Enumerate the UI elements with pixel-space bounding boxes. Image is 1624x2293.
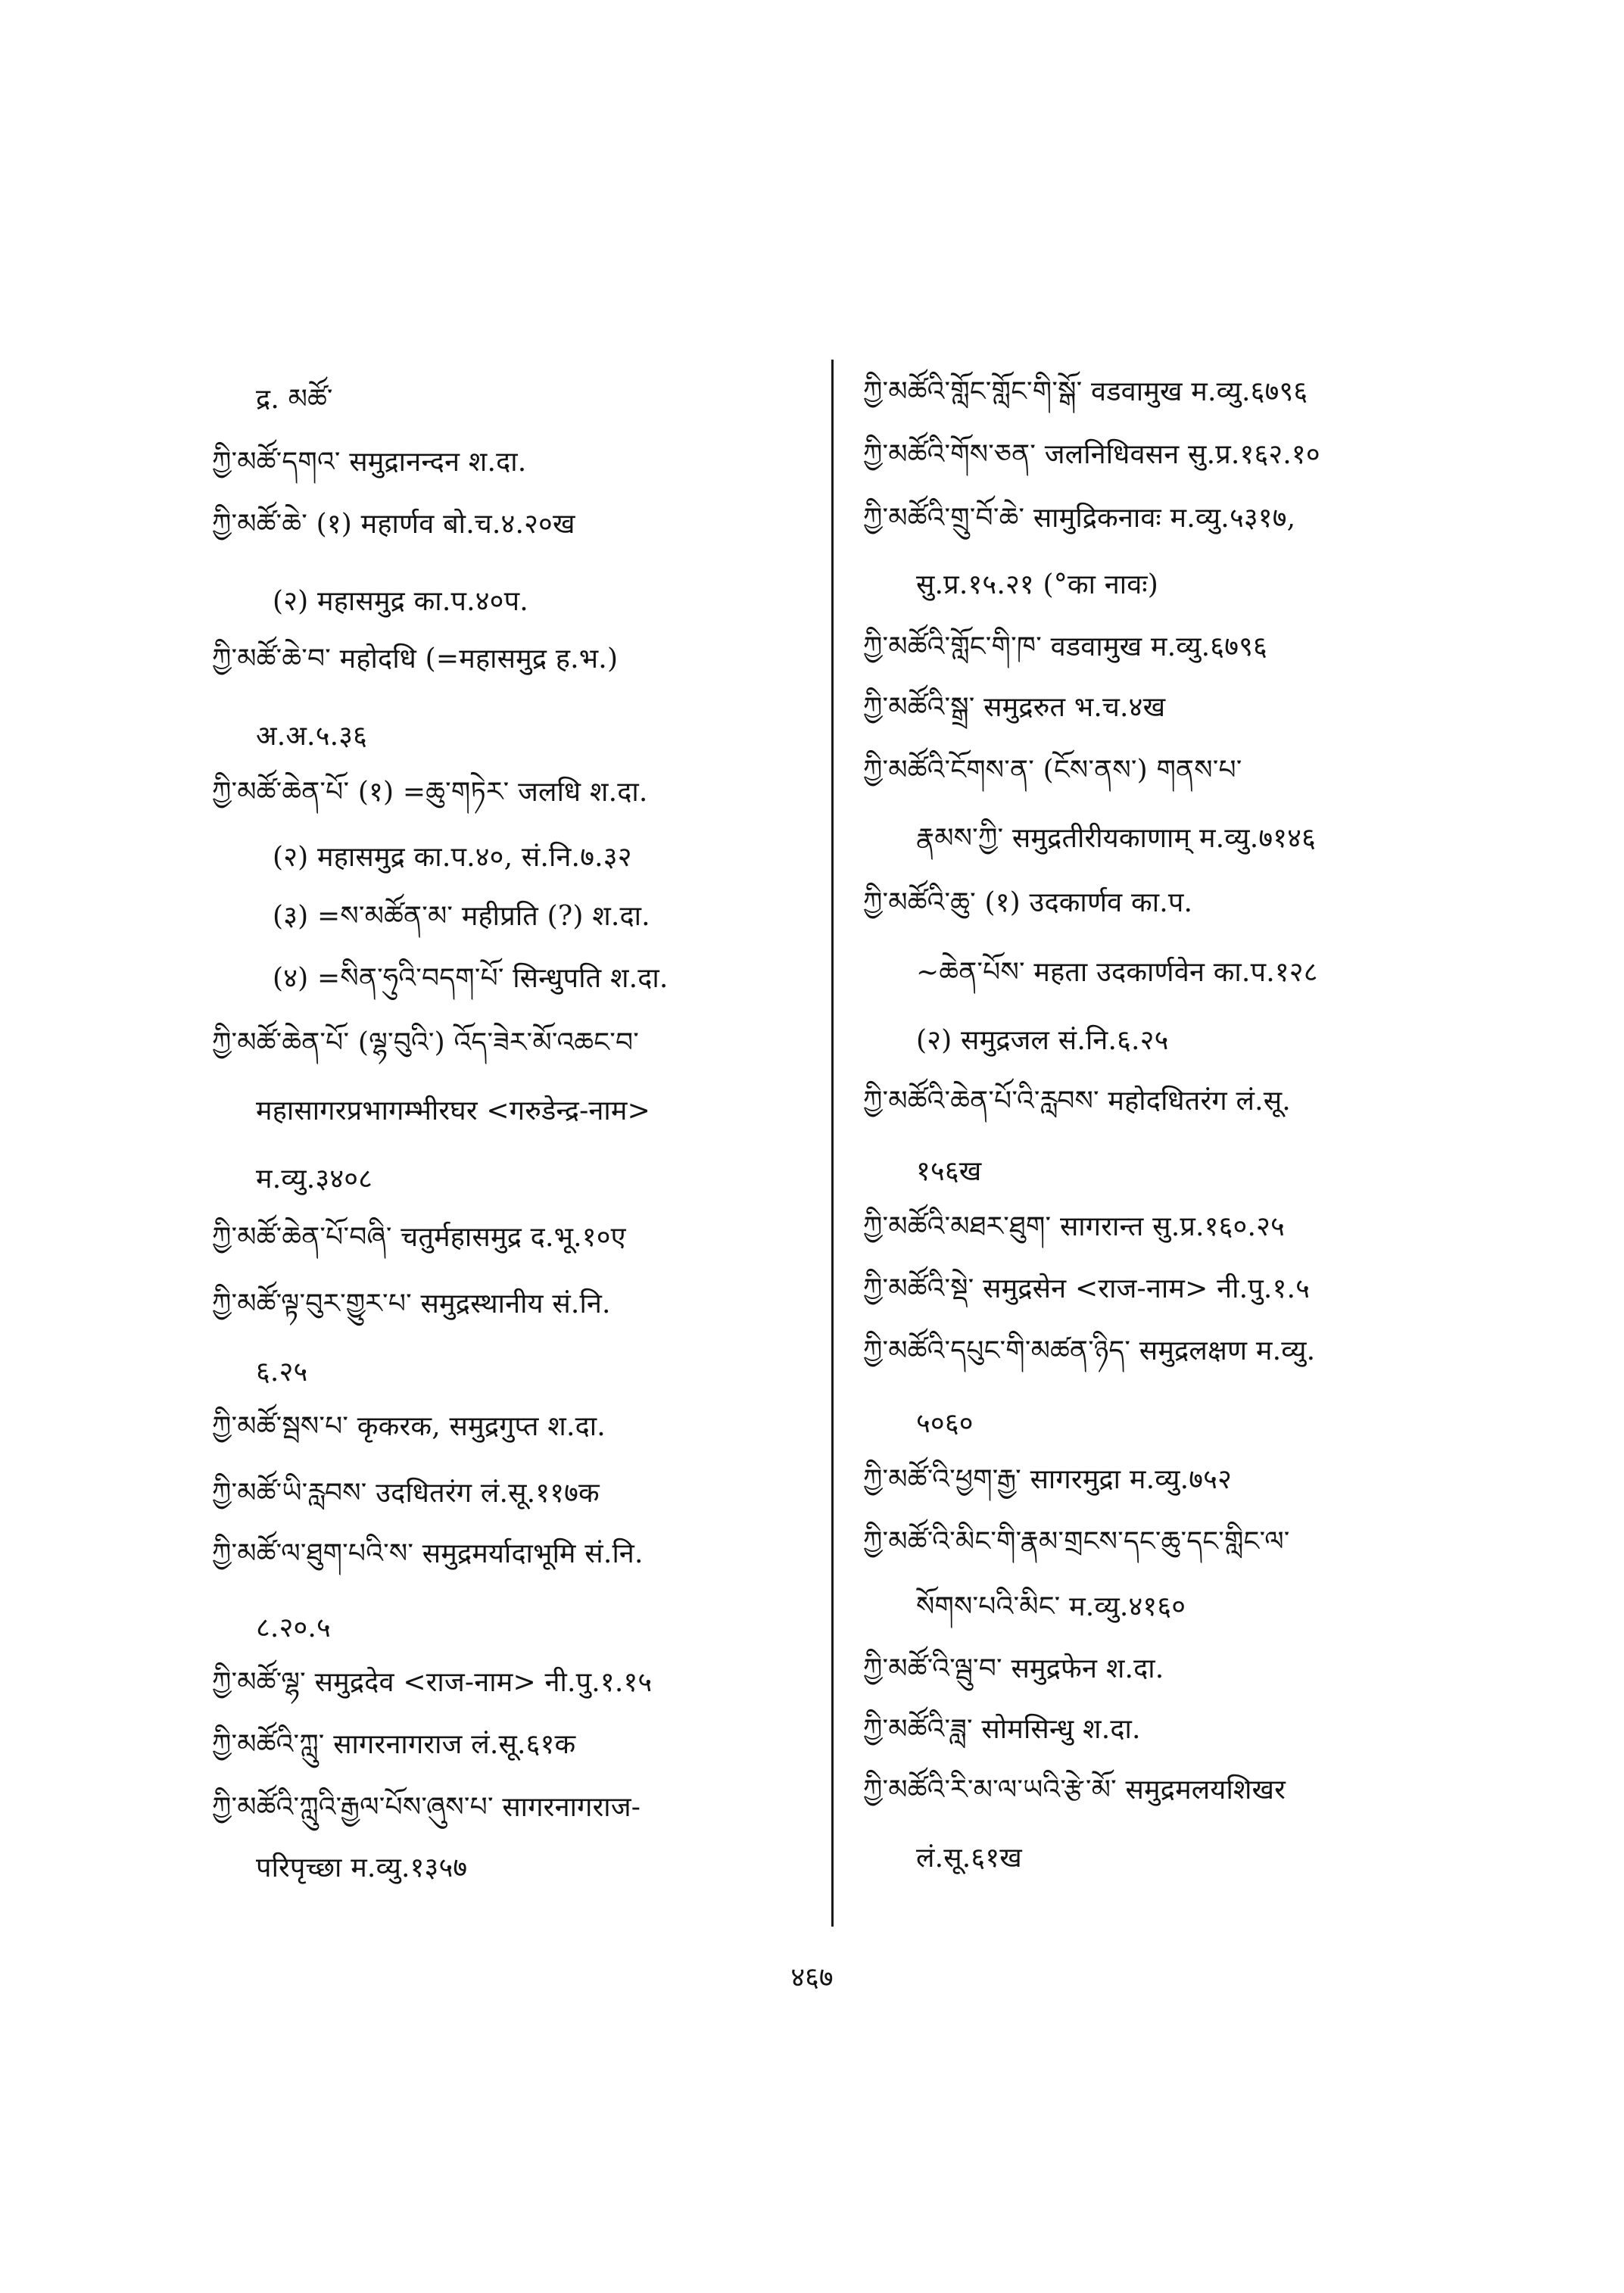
- entry-line: ཀྱི་མཚོའི་ཀླུ་ सागरनागराज लं.सू.६१क: [212, 1729, 576, 1760]
- entry-line: ཀྱི་མཚོའི་གྲུ་བོ་ཆེ་ सामुद्रिकनावः म.व्यु.५३१७,: [863, 503, 1296, 534]
- entry-line: ཀྱི་མཚོའི་ངོགས་ན་ (ངོས་ནས་) གནས་པ་: [863, 755, 1242, 786]
- entry-line: ཀྱི་མཚོ་ལ་ཐུག་པའི་ས་ समुद्रमर्यादाभूमि सं.नि.: [212, 1538, 644, 1569]
- entry-line: ~ཆེན་པོས་ महता उदकार्णवेन का.प.१२८: [916, 957, 1318, 988]
- entry-line: म.व्यु.३४०८: [256, 1164, 373, 1195]
- entry-line: (२) समुद्रजल सं.नि.६.२५: [916, 1025, 1169, 1056]
- entry-line: ཀྱི་མཚོའི་སྒྲ་ समुद्ररुत भ.च.४ख: [863, 692, 1166, 723]
- column-divider: [831, 360, 834, 1927]
- entry-line: सु.प्र.१५.२१ (°का नावः): [916, 569, 1158, 600]
- entry-line: ཀྱི་མཚོ་སྦས་པ་ कृकरक, समुद्रगुप्त श.दा.: [212, 1411, 606, 1442]
- entry-line: ཀྱི་མཚོ་འི་མིང་གི་རྣམ་གྲངས་དང་ཆུ་དང་གླིང་ལ་: [863, 1526, 1290, 1557]
- entry-line: द्र. མཚོ་: [256, 384, 333, 415]
- entry-line: ཀྱི་མཚོ་འི་ཕྱག་རྒྱ་ सागरमुद्रा म.व्यु.७५२: [863, 1464, 1233, 1495]
- entry-line: ཀྱི་མཚོ་དགའ་ समुद्रानन्दन श.दा.: [212, 447, 527, 478]
- entry-line: ६.२५: [256, 1357, 308, 1388]
- entry-line: ཀྱི་མཚོའི་ཆེན་པོ་འི་རླབས་ महोदधितरंग लं.सू.: [863, 1086, 1291, 1117]
- entry-line: (२) महासमुद्र का.प.४०प.: [273, 586, 528, 617]
- entry-line: ཀྱི་མཚོའི་རི་མ་ལ་ཡའི་རྩེ་མོ་ समुद्रमलयशिखर: [863, 1774, 1286, 1805]
- entry-line: ཀྱི་མཚོ་ཆེ་ (१) महार्णव बो.च.४.२०ख: [212, 509, 575, 540]
- entry-line: लं.सू.६१ख: [916, 1843, 1022, 1874]
- entry-line: ཀྱི་མཚོ་ལྟ་བུར་གྱུར་པ་ समुद्रस्थानीय सं.नि.: [212, 1288, 611, 1319]
- entry-line: ५०६०: [916, 1408, 974, 1439]
- entry-line: ཀྱི་མཚོ་ཆེན་པོ་ (ལྷ་བུའི་) འོད་ཟེར་མོ་འཆང་བ་: [212, 1027, 640, 1058]
- entry-line: ཀྱི་མཚོ་འི་ལྦུ་བ་ समुद्रफेन श.दा.: [863, 1653, 1164, 1684]
- entry-line: རྣམས་ཀྱི་ समुद्रतीरीयकाणाम् म.व्यु.७१४६: [916, 823, 1317, 854]
- entry-line: ཀྱི་མཚོའི་གོས་ཅན་ जलनिधिवसन सु.प्र.१६२.१०: [863, 439, 1320, 470]
- entry-line: (३) =ས་མཚོན་མ་ महीप्रति (?) श.दा.: [273, 901, 650, 932]
- entry-line: ཀྱི་མཚོའི་གློང་གློང་གི་སྒོ་ वडवामुख म.व्यु.६७९६: [863, 376, 1308, 407]
- entry-line: ཀྱི་མཚོའི་དཔུང་གི་མཚན་ཉིད་ समुद्रलक्षण म.व्यु.: [863, 1335, 1316, 1366]
- entry-line: महासागरप्रभागम्भीरघर <गरुडेन्द्र-नाम>: [256, 1095, 651, 1126]
- page-number: ४६७: [790, 1962, 834, 1993]
- entry-line: ཀྱི་མཚོ་ཆེན་པོ་ (१) =ཆུ་གཏེར་ जलधि श.दा.: [212, 777, 648, 808]
- entry-line: ཀྱི་མཚོའི་མཐར་ཐུག་ सागरान्त सु.प्र.१६०.२५: [863, 1211, 1285, 1242]
- entry-line: ཀྱི་མཚོའི་གློང་གི་ཁ་ वडवामुख म.व्यु.६७९६: [863, 631, 1267, 662]
- entry-line: १५६ख: [916, 1156, 982, 1187]
- entry-line: ཀྱི་མཚོ་ཡི་རླབས་ उदधितरंग लं.सू.११७क: [212, 1478, 600, 1509]
- entry-line: अ.अ.५.३६: [256, 721, 368, 752]
- entry-line: ཀྱི་མཚོའི་ཀླུའི་རྒྱལ་པོས་ཞུས་པ་ सागरनागराज-: [212, 1792, 641, 1823]
- entry-line: ཀྱི་མཚོའི་སྡེ་ समुद्रसेन <राज-नाम> नी.पु.१.५: [863, 1273, 1311, 1304]
- entry-line: ཀྱི་མཚོ་ཆེན་པོ་བཞི་ चतुर्महासमुद्र द.भू.१०ए: [212, 1222, 626, 1253]
- entry-line: (४) =སིན་ཧུའི་བདག་པོ་ सिन्धुपति श.दा.: [273, 963, 669, 994]
- entry-line: ८.२०.५: [256, 1612, 331, 1643]
- entry-line: སོགས་པའི་མིང་ म.व्यु.४१६०: [916, 1591, 1186, 1622]
- entry-line: ཀྱི་མཚོ་ལྷ་ समुद्रदेव <राज-नाम> नी.पु.१.१५: [212, 1667, 653, 1698]
- entry-line: ཀྱི་མཚོའི་ཆུ་ (१) उदकार्णव का.प.: [863, 887, 1193, 918]
- entry-line: (२) महासमुद्र का.प.४०, सं.नि.७.३२: [273, 842, 632, 873]
- entry-line: ཀྱི་མཚོའི་ཟླ་ सोमसिन्धु श.दा.: [863, 1714, 1141, 1745]
- entry-line: ཀྱི་མཚོ་ཆེ་བ་ महोदधि (=महासमुद्र ह.भ.): [212, 643, 619, 675]
- entry-line: परिपृच्छा म.व्यु.१३५७: [256, 1852, 468, 1883]
